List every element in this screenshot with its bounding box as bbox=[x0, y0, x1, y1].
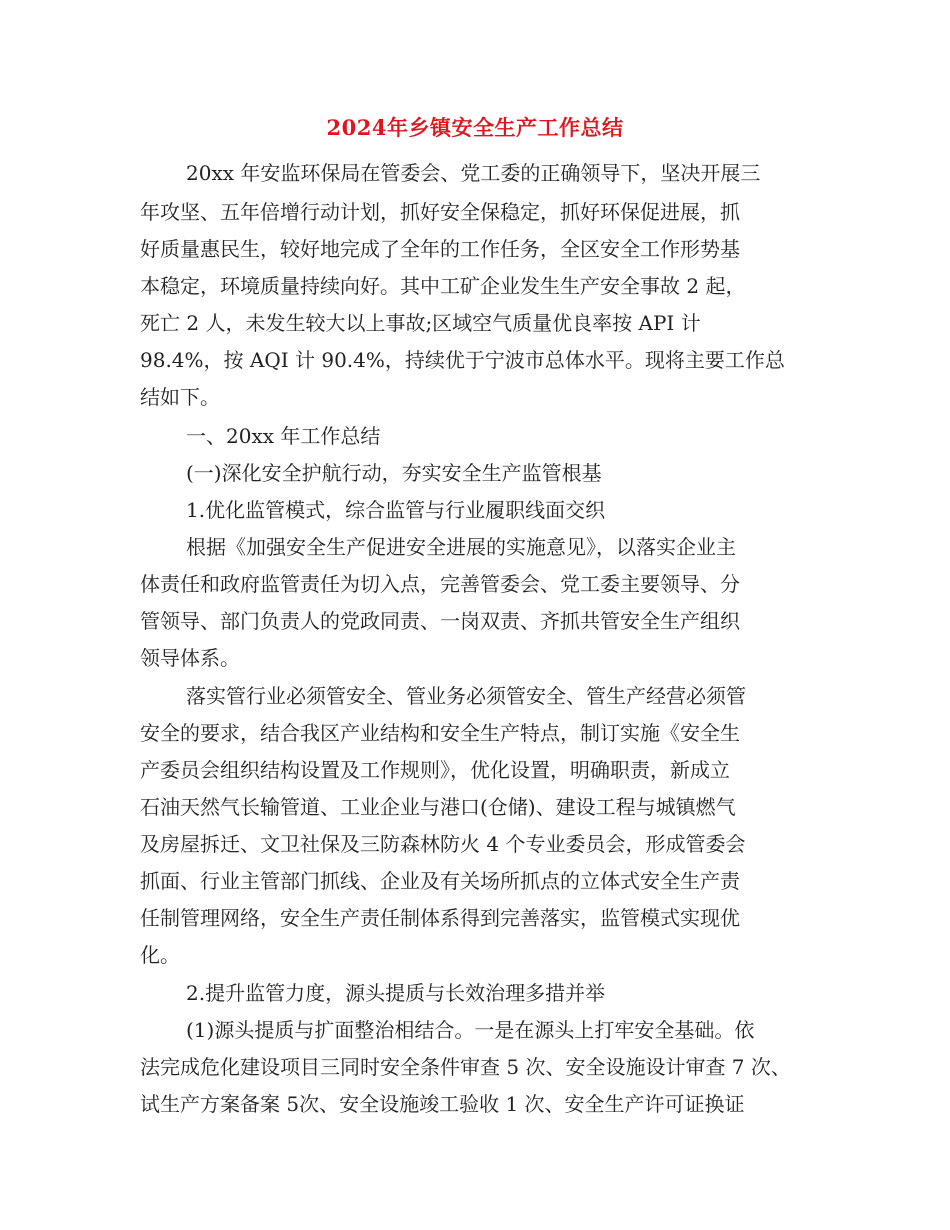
subsection-heading: 2.提升监管力度，源头提质与长效治理多措并举 bbox=[186, 981, 606, 1005]
paragraph-line: 任制管理网络，安全生产责任制体系得到完善落实，监管模式实现优 bbox=[140, 906, 740, 930]
paragraph-line: 结如下。 bbox=[140, 385, 220, 409]
document-title: 2024年乡镇安全生产工作总结 bbox=[326, 115, 624, 140]
paragraph-line: 体责任和政府监管责任为切入点，完善管委会、党工委主要领导、分 bbox=[140, 572, 740, 596]
paragraph-line: 石油天然气长输管道、工业企业与港口(仓储)、建设工程与城镇燃气 bbox=[140, 795, 736, 819]
paragraph-line: 年攻坚、五年倍增行动计划，抓好安全保稳定，抓好环保促进展，抓 bbox=[140, 200, 740, 224]
section-heading: 一、20xx 年工作总结 bbox=[186, 424, 381, 448]
paragraph-line: 根据《加强安全生产促进安全进展的实施意见》，以落实企业主 bbox=[186, 535, 736, 559]
paragraph-line: 20xx 年安监环保局在管委会、党工委的正确领导下，坚决开展三 bbox=[186, 161, 761, 185]
paragraph-line: 化。 bbox=[140, 943, 180, 967]
paragraph-line: 好质量惠民生，较好地完成了全年的工作任务，全区安全工作形势基 bbox=[140, 237, 740, 261]
subsection-heading: 1.优化监管模式，综合监管与行业履职线面交织 bbox=[186, 498, 606, 522]
paragraph-line: 98.4%，按 AQI 计 90.4%，持续优于宁波市总体水平。现将主要工作总 bbox=[140, 348, 785, 372]
paragraph-line: 死亡 2 人，未发生较大以上事故;区域空气质量优良率按 API 计 bbox=[140, 311, 701, 335]
paragraph-line: (1)源头提质与扩面整治相结合。一是在源头上打牢安全基础。依 bbox=[186, 1018, 755, 1042]
paragraph-line: 管领导、部门负责人的党政同责、一岗双责、齐抓共管安全生产组织 bbox=[140, 609, 740, 633]
subsection-heading: (一)深化安全护航行动，夯实安全生产监管根基 bbox=[186, 461, 602, 485]
paragraph-line: 抓面、行业主管部门抓线、企业及有关场所抓点的立体式安全生产责 bbox=[140, 869, 740, 893]
paragraph-line: 产委员会组织结构设置及工作规则》，优化设置，明确职责，新成立 bbox=[140, 758, 730, 782]
paragraph-line: 安全的要求，结合我区产业结构和安全生产特点，制订实施《安全生 bbox=[140, 721, 740, 745]
paragraph-line: 领导体系。 bbox=[140, 646, 240, 670]
paragraph-line: 及房屋拆迁、文卫社保及三防森林防火 4 个专业委员会，形成管委会 bbox=[140, 832, 746, 856]
paragraph-line: 法完成危化建设项目三同时安全条件审查 5 次、安全设施设计审查 7 次、 bbox=[140, 1055, 791, 1079]
paragraph-line: 落实管行业必须管安全、管业务必须管安全、管生产经营必须管 bbox=[186, 684, 746, 708]
paragraph-line: 试生产方案备案 5次、安全设施竣工验收 1 次、安全生产许可证换证 bbox=[140, 1092, 745, 1116]
paragraph-line: 本稳定，环境质量持续向好。其中工矿企业发生生产安全事故 2 起， bbox=[140, 274, 746, 298]
